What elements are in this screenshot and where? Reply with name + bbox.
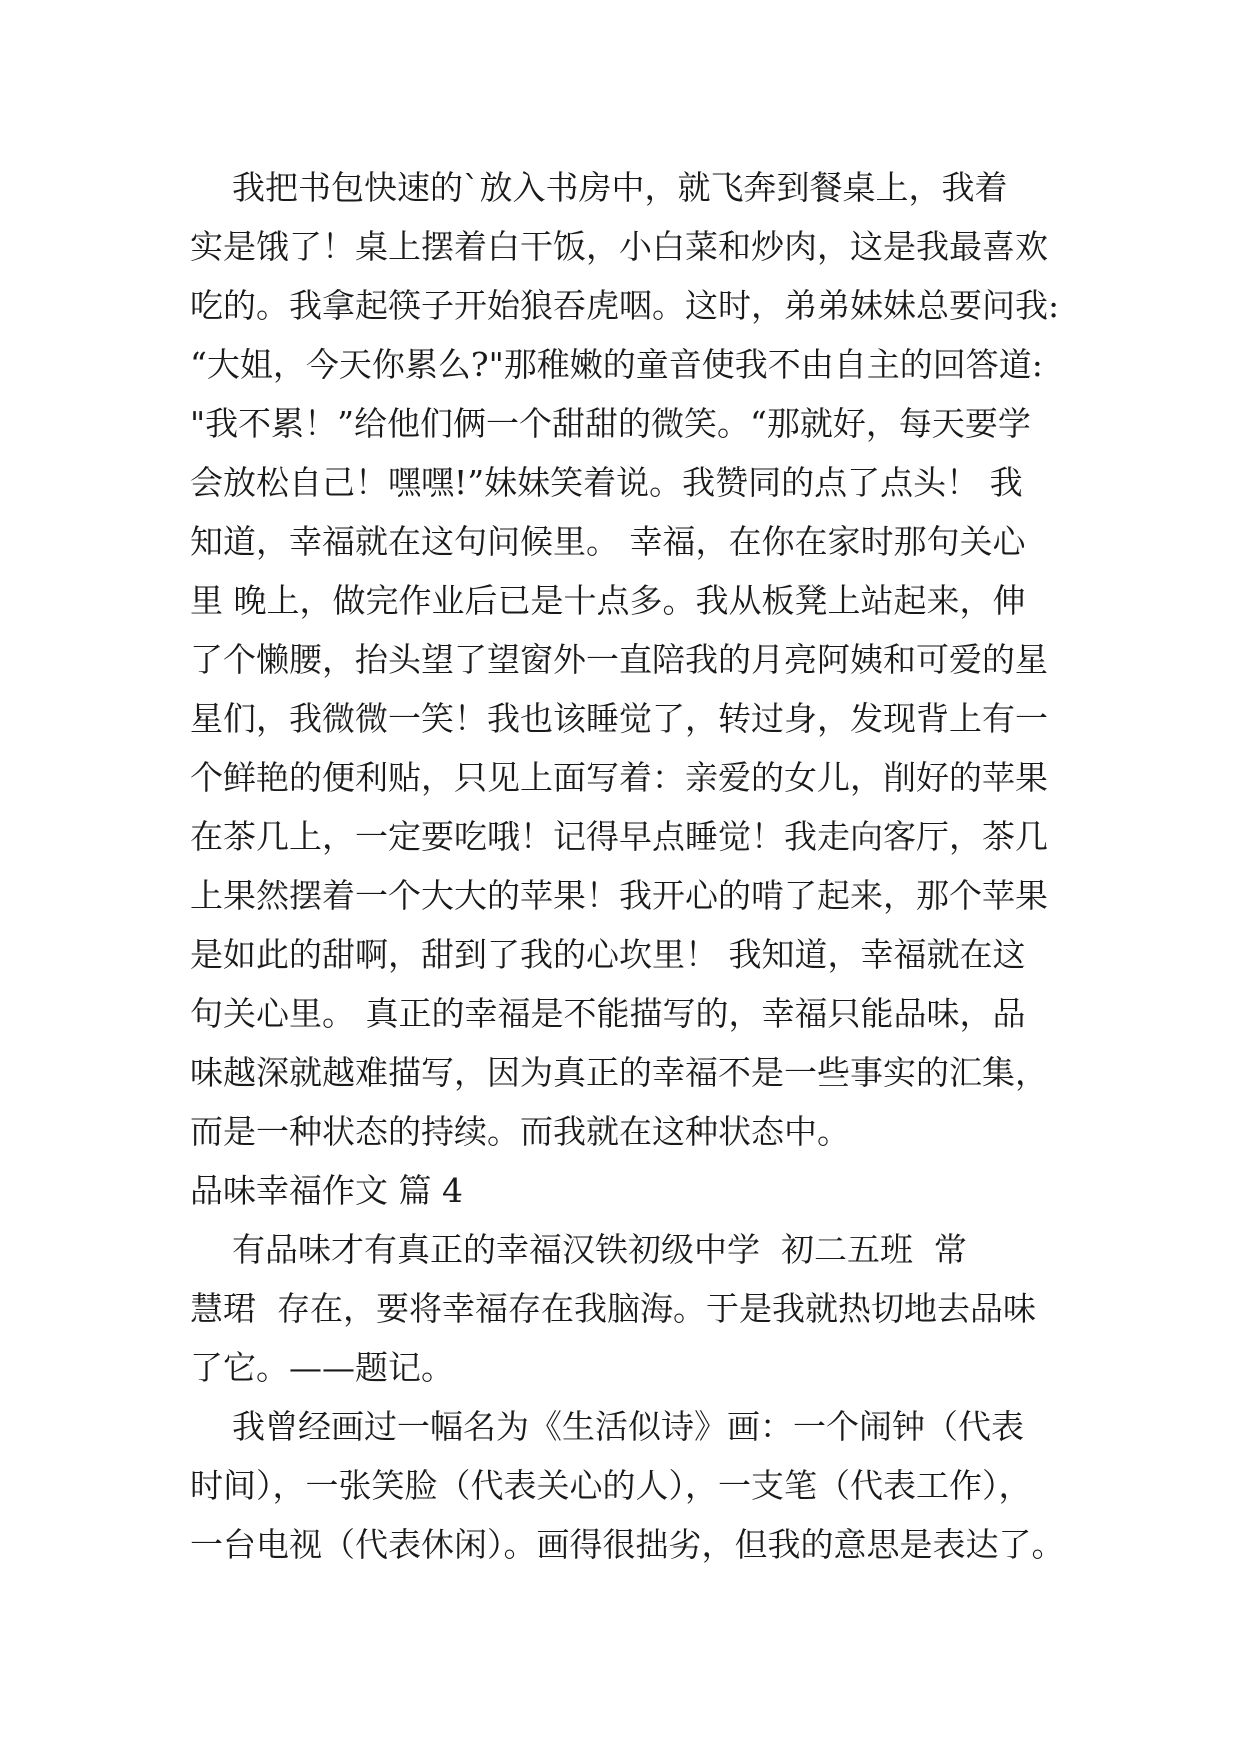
text-line: 我把书包快速的`放入书房中，就飞奔到餐桌上，我着 [190,168,1008,207]
section-heading: 品味幸福作文 篇 4 [190,1171,463,1210]
text-line: 上果然摆着一个大大的苹果！我开心的啃了起来，那个苹果 [190,876,1048,915]
text-line: 慧珺 存在，要将幸福存在我脑海。于是我就热切地去品味 [190,1289,1036,1328]
text-line: 个鲜艳的便利贴，只见上面写着：亲爱的女儿，削好的苹果 [190,758,1048,797]
text-line: 星们，我微微一笑！我也该睡觉了，转过身，发现背上有一 [190,699,1048,738]
text-line: 是如此的甜啊，甜到了我的心坎里！ 我知道，幸福就在这 [190,935,1026,974]
text-line: 会放松自己！嘿嘿!”妹妹笑着说。我赞同的点了点头！ 我 [190,463,1023,502]
text-line: 句关心里。 真正的幸福是不能描写的，幸福只能品味，品 [190,994,1026,1033]
text-line: 有品味才有真正的幸福汉铁初级中学 初二五班 常 [190,1230,967,1269]
text-line: 吃的。我拿起筷子开始狼吞虎咽。这时，弟弟妹妹总要问我: [190,286,1060,325]
text-line: 了它。——题记。 [190,1348,454,1387]
text-line: 了个懒腰，抬头望了望窗外一直陪我的月亮阿姨和可爱的星 [190,640,1048,679]
text-line: 里 晚上，做完作业后已是十点多。我从板凳上站起来，伸 [190,581,1026,620]
text-line: 一台电视（代表休闲）。画得很拙劣，但我的意思是表达了。 [190,1525,1065,1564]
text-line: 而是一种状态的持续。而我就在这种状态中。 [190,1112,850,1151]
text-line: “大姐，今天你累么?"那稚嫩的童音使我不由自主的回答道: [190,345,1043,384]
text-line: 我曾经画过一幅名为《生活似诗》画：一个闹钟（代表 [190,1407,1024,1446]
text-line: 时间），一张笑脸（代表关心的人），一支笔（代表工作）， [190,1466,1032,1505]
text-line: "我不累！”给他们俩一个甜甜的微笑。“那就好，每天要学 [190,404,1031,443]
essay-body [190,158,1070,1574]
text-line: 味越深就越难描写，因为真正的幸福不是一些事实的汇集， [190,1053,1048,1092]
text-line: 知道，幸福就在这句问候里。 幸福，在你在家时那句关心 [190,522,1026,561]
text-line: 实是饿了！桌上摆着白干饭，小白菜和炒肉，这是我最喜欢 [190,227,1048,266]
text-line: 在茶几上，一定要吃哦！记得早点睡觉！我走向客厅，茶几 [190,817,1048,856]
